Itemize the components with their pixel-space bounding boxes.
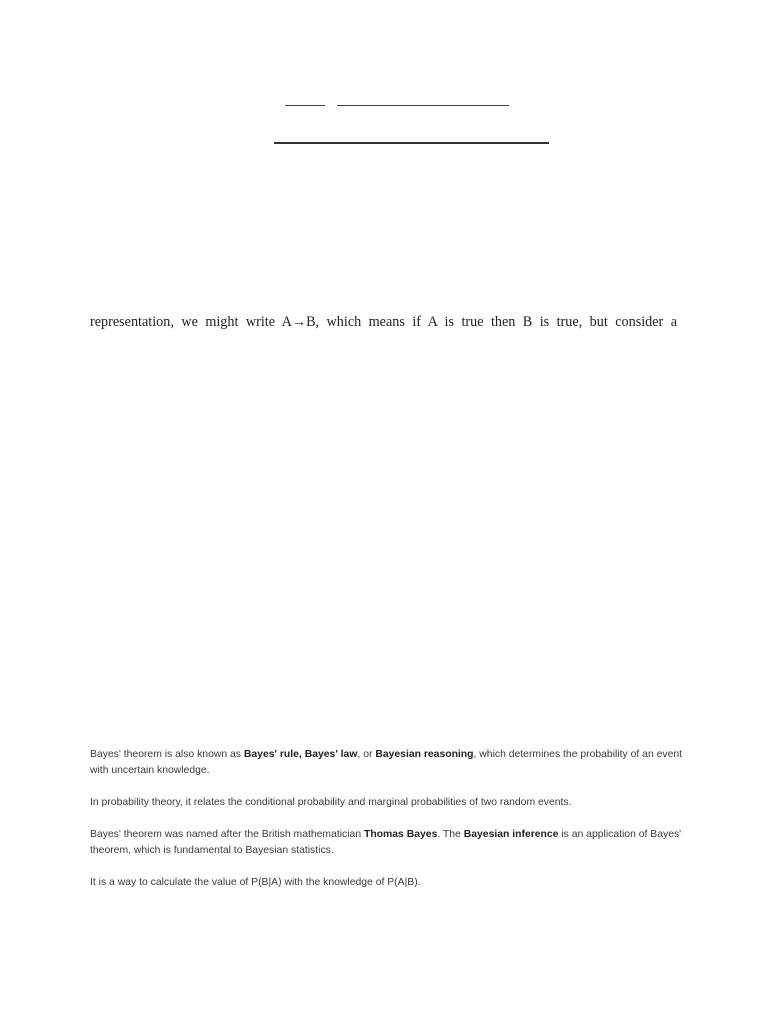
paragraph-text: Bayes' theorem is also known as [90, 749, 244, 760]
bayes-paragraphs [90, 747, 690, 907]
paragraph-text: It is a way to calculate the value of P(B|A) with the knowledge of P(A|B). [90, 877, 421, 888]
paragraph-text: In probability theory, it relates the conditional probability and marginal probabilities of two random events. [90, 797, 572, 808]
paragraph-calculation [90, 875, 690, 891]
paragraph-text: is an application of Bayes' theorem, which is fundamental to Bayesian statistics. [90, 829, 682, 856]
header-rule-short [285, 105, 325, 106]
serif-text-line: representation, we might write A→B, which means if A is true then B is true, but consider a [90, 314, 677, 330]
paragraph-bayes-definition [90, 747, 690, 779]
bold-term: Bayes' rule, Bayes' law [243, 749, 358, 760]
bold-term: Bayesian reasoning [375, 749, 474, 760]
paragraph-text: Bayes' theorem was named after the British mathematician [90, 829, 364, 840]
paragraph-text: , or [357, 749, 376, 760]
header-rule-long [337, 105, 509, 106]
paragraph-text: . The [437, 829, 464, 840]
bold-term: Thomas Bayes [364, 829, 438, 840]
title-underline-rule [274, 142, 549, 144]
paragraph-thomas-bayes [90, 827, 690, 859]
bold-term: Bayesian inference [463, 829, 559, 840]
paragraph-text: , which determines the probability of an event with uncertain knowledge. [90, 749, 683, 776]
paragraph-probability-theory [90, 795, 690, 811]
